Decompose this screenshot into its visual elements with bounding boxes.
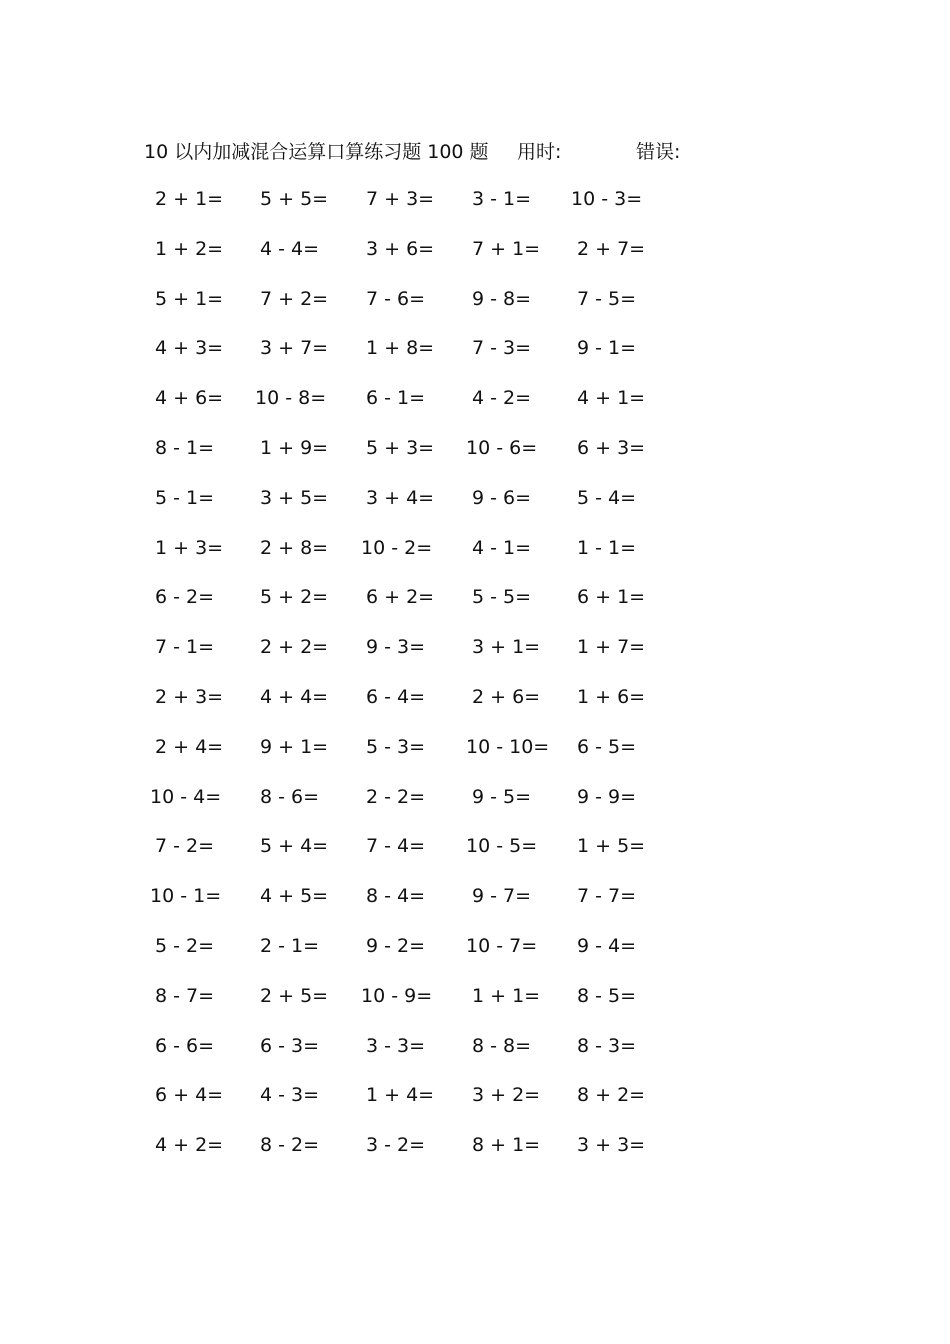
problem-row	[140, 934, 680, 984]
problem-cell: 1 + 7=	[577, 636, 646, 659]
problem-cell: 4 - 2=	[472, 387, 532, 410]
problem-cell: 2 - 1=	[260, 934, 320, 957]
problem-row	[140, 237, 680, 287]
problem-cell: 4 + 6=	[155, 387, 224, 410]
problem-cell: 5 + 4=	[260, 835, 329, 858]
problem-cell: 3 + 4=	[366, 486, 435, 509]
problem-cell: 4 - 1=	[472, 536, 532, 559]
problem-cell: 6 + 1=	[577, 586, 646, 609]
problem-cell: 8 - 3=	[577, 1034, 637, 1057]
problem-cell: 2 + 4=	[155, 735, 224, 758]
problem-cell: 4 + 5=	[260, 885, 329, 908]
problem-row	[140, 685, 680, 735]
problem-cell: 9 - 3=	[366, 636, 426, 659]
problem-cell: 4 + 3=	[155, 337, 224, 360]
problem-cell: 10 - 10=	[466, 735, 550, 758]
problem-cell: 10 - 3=	[571, 188, 643, 210]
problem-cell: 8 - 4=	[366, 885, 426, 908]
problem-cell: 1 + 9=	[260, 436, 329, 459]
problem-row	[140, 187, 680, 237]
problem-row	[140, 884, 680, 934]
problem-cell: 1 + 6=	[577, 685, 646, 708]
problem-cell: 3 + 7=	[260, 337, 329, 360]
problem-cell: 1 + 3=	[155, 536, 224, 559]
problem-cell: 2 + 6=	[472, 685, 541, 708]
problem-row	[140, 1133, 680, 1183]
problem-cell: 3 + 3=	[577, 1134, 646, 1157]
problem-cell: 9 - 9=	[577, 785, 637, 808]
problem-cell: 2 - 2=	[366, 785, 426, 808]
problem-row	[140, 386, 680, 436]
problem-cell: 1 + 8=	[366, 337, 435, 360]
worksheet-header	[144, 137, 764, 165]
problem-cell: 5 + 1=	[155, 287, 224, 310]
problem-cell: 6 + 2=	[366, 586, 435, 609]
problem-cell: 3 - 2=	[366, 1134, 426, 1157]
problem-row	[140, 735, 680, 785]
problem-cell: 4 + 1=	[577, 387, 646, 410]
problem-row	[140, 436, 680, 486]
problem-cell: 6 - 1=	[366, 387, 426, 410]
problem-cell: 7 - 7=	[577, 885, 637, 908]
problem-cell: 8 - 7=	[155, 984, 215, 1007]
problem-cell: 6 - 4=	[366, 685, 426, 708]
problem-cell: 5 + 2=	[260, 586, 329, 609]
problem-cell: 10 - 1=	[150, 885, 222, 908]
problem-cell: 10 - 2=	[361, 536, 433, 559]
problem-cell: 4 + 4=	[260, 685, 329, 708]
problem-cell: 9 - 6=	[472, 486, 532, 509]
problem-cell: 6 - 3=	[260, 1034, 320, 1057]
worksheet-title: 10 以内加减混合运算口算练习题 100 题	[144, 141, 489, 163]
problem-row	[140, 536, 680, 586]
problem-row	[140, 336, 680, 386]
problem-cell: 1 - 1=	[577, 536, 637, 559]
problem-cell: 8 + 2=	[577, 1084, 646, 1107]
problem-cell: 2 + 2=	[260, 636, 329, 659]
problem-cell: 9 + 1=	[260, 735, 329, 758]
problem-cell: 9 - 4=	[577, 934, 637, 957]
problem-cell: 5 - 4=	[577, 486, 637, 509]
problem-cell: 3 + 6=	[366, 237, 435, 260]
problem-cell: 8 - 5=	[577, 984, 637, 1007]
problem-cell: 3 + 2=	[472, 1084, 541, 1107]
problem-cell: 6 + 4=	[155, 1084, 224, 1107]
problem-cell: 9 - 5=	[472, 785, 532, 808]
errors-label: 错误:	[636, 141, 681, 163]
problem-cell: 1 + 4=	[366, 1084, 435, 1107]
problem-cell: 10 - 5=	[466, 835, 538, 858]
problem-row	[140, 984, 680, 1034]
problem-cell: 6 - 5=	[577, 735, 637, 758]
problem-cell: 2 + 5=	[260, 984, 329, 1007]
problem-cell: 10 - 4=	[150, 785, 222, 808]
problem-cell: 5 - 2=	[155, 934, 215, 957]
problem-cell: 7 + 1=	[472, 237, 541, 260]
problem-row	[140, 486, 680, 536]
time-used-label: 用时:	[517, 141, 562, 163]
problem-cell: 10 - 6=	[466, 436, 538, 459]
problem-cell: 8 + 1=	[472, 1134, 541, 1157]
problem-row	[140, 585, 680, 635]
problem-cell: 6 - 6=	[155, 1034, 215, 1057]
problem-cell: 9 - 7=	[472, 885, 532, 908]
problem-grid	[140, 187, 680, 1183]
problem-cell: 10 - 9=	[361, 984, 433, 1007]
problem-cell: 7 - 3=	[472, 337, 532, 360]
problem-cell: 5 - 5=	[472, 586, 532, 609]
problem-cell: 9 - 1=	[577, 337, 637, 360]
problem-cell: 2 + 8=	[260, 536, 329, 559]
problem-cell: 7 + 2=	[260, 287, 329, 310]
problem-cell: 3 + 1=	[472, 636, 541, 659]
problem-row	[140, 287, 680, 337]
problem-cell: 7 - 4=	[366, 835, 426, 858]
problem-cell: 2 + 3=	[155, 685, 224, 708]
problem-cell: 7 + 3=	[366, 188, 435, 210]
problem-cell: 5 + 5=	[260, 188, 329, 210]
problem-cell: 5 - 1=	[155, 486, 215, 509]
problem-cell: 7 - 1=	[155, 636, 215, 659]
problem-cell: 3 + 5=	[260, 486, 329, 509]
problem-cell: 2 + 1=	[155, 188, 224, 210]
problem-cell: 5 - 3=	[366, 735, 426, 758]
problem-cell: 4 - 3=	[260, 1084, 320, 1107]
problem-row	[140, 1083, 680, 1133]
problem-cell: 6 - 2=	[155, 586, 215, 609]
problem-row	[140, 635, 680, 685]
problem-cell: 3 - 3=	[366, 1034, 426, 1057]
problem-cell: 10 - 8=	[255, 387, 327, 410]
problem-cell: 7 - 2=	[155, 835, 215, 858]
problem-row	[140, 785, 680, 835]
problem-cell: 7 - 5=	[577, 287, 637, 310]
problem-cell: 7 - 6=	[366, 287, 426, 310]
problem-cell: 4 - 4=	[260, 237, 320, 260]
problem-row	[140, 1034, 680, 1084]
problem-cell: 2 + 7=	[577, 237, 646, 260]
problem-cell: 3 - 1=	[472, 188, 532, 210]
problem-cell: 8 - 8=	[472, 1034, 532, 1057]
problem-cell: 9 - 8=	[472, 287, 532, 310]
problem-cell: 8 - 1=	[155, 436, 215, 459]
problem-cell: 1 + 2=	[155, 237, 224, 260]
problem-cell: 6 + 3=	[577, 436, 646, 459]
problem-cell: 1 + 1=	[472, 984, 541, 1007]
problem-cell: 1 + 5=	[577, 835, 646, 858]
problem-cell: 9 - 2=	[366, 934, 426, 957]
problem-cell: 8 - 6=	[260, 785, 320, 808]
problem-cell: 4 + 2=	[155, 1134, 224, 1157]
problem-cell: 8 - 2=	[260, 1134, 320, 1157]
problem-cell: 10 - 7=	[466, 934, 538, 957]
problem-cell: 5 + 3=	[366, 436, 435, 459]
problem-row	[140, 834, 680, 884]
